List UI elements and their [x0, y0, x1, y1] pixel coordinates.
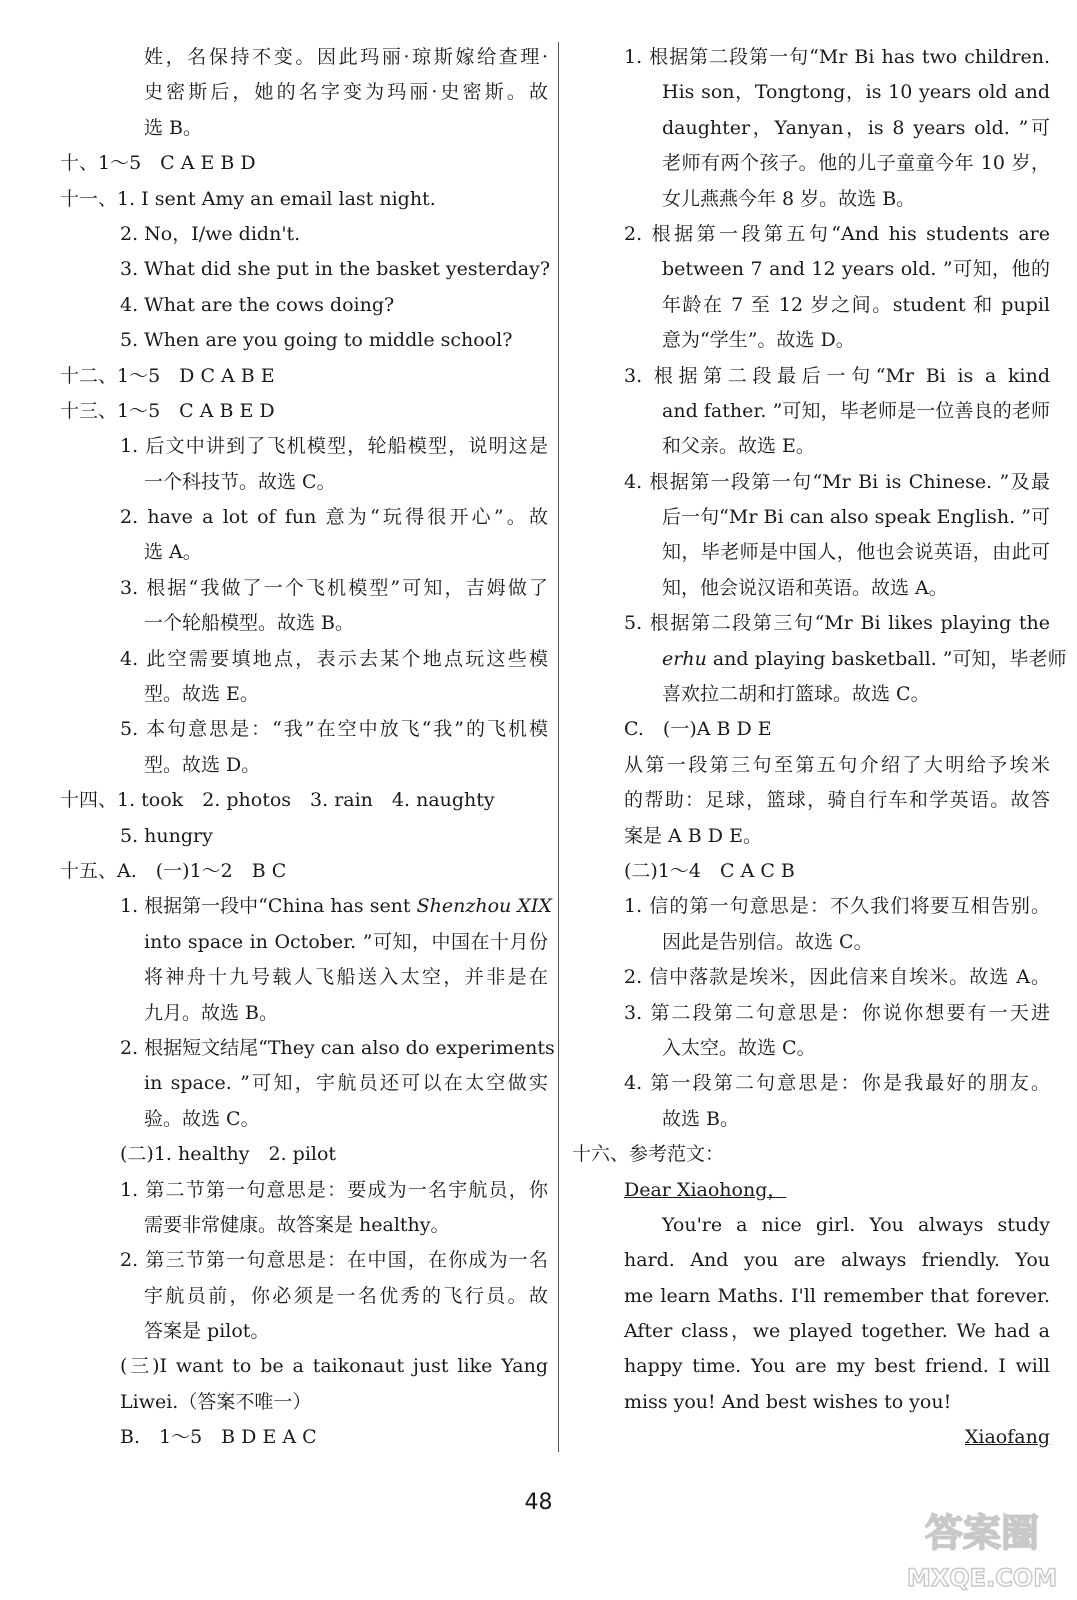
section-15-heading: 十五、A. (一)1～2 B C	[60, 859, 287, 882]
answer-line: 故选 B。	[662, 1107, 740, 1130]
answer-line: 后一句“Mr Bi can also speak English. ”可	[662, 506, 1050, 529]
answer-line: and father. ”可知，毕老师是一位善良的老师	[662, 399, 1050, 422]
answer-line: (三)I want to be a taikonaut just like Yang	[120, 1355, 548, 1378]
answer-line: in space. ”可知，宇航员还可以在太空做实	[144, 1072, 548, 1095]
answer-line: 老师有两个孩子。他的儿子童童今年 10 岁，	[662, 152, 1050, 175]
column-divider	[558, 42, 559, 1452]
answer-line: 宇航员前，你必须是一名优秀的飞行员。故	[144, 1284, 548, 1307]
answer-line: 入太空。故选 C。	[662, 1036, 816, 1059]
answer-line: 意为“学生”。故选 D。	[662, 329, 855, 352]
watermark-top-text: 答案圈	[924, 1511, 1040, 1555]
page-number: 48	[524, 1490, 553, 1515]
answer-line: 3. 根据第二段最后一句“Mr Bi is a kind	[624, 364, 1050, 387]
answer-line: 1. 后文中讲到了飞机模型，轮船模型，说明这是	[120, 435, 548, 458]
letter-line: miss you! And best wishes to you!	[624, 1390, 952, 1413]
answer-line: 需要非常健康。故答案是 healthy。	[144, 1213, 450, 1236]
answer-line: 选 A。	[144, 541, 202, 564]
answer-line	[572, 642, 1067, 677]
italic-term: erhu	[662, 647, 707, 670]
answer-line: 2. have a lot of fun 意为“玩得很开心”。故	[120, 506, 548, 529]
watermark-logo	[902, 1502, 1062, 1594]
answer-line: C. (一)A B D E	[624, 718, 772, 741]
answer-line: His son，Tongtong，is 10 years old and	[662, 81, 1050, 104]
answer-line: 5. 本句意思是：“我”在空中放飞“我”的飞机模	[120, 718, 548, 741]
italic-term: Shenzhou XIX	[416, 895, 552, 918]
answer-line: 和父亲。故选 E。	[662, 435, 815, 458]
answer-line: 4. 此空需要填地点，表示去某个地点玩这些模	[120, 647, 548, 670]
answer-line: 将神舟十九号载人飞船送入太空，并非是在	[144, 966, 548, 989]
answer-line: 喜欢拉二胡和打篮球。故选 C。	[662, 683, 930, 706]
answer-line: 知，他会说汉语和英语。故选 A。	[662, 576, 948, 599]
letter-signature	[572, 1420, 1050, 1455]
letter-line: You're a nice girl. You always study	[662, 1213, 1050, 1236]
section-12-answers: 十二、1～5 D C A B E	[60, 364, 275, 387]
answer-line: B. 1～5 B D E A C	[120, 1426, 317, 1449]
answer-line: 答案是 pilot。	[144, 1320, 270, 1343]
right-column	[572, 40, 1067, 1456]
answer-line: 型。故选 E。	[144, 683, 259, 706]
answer-line: 史密斯后，她的名字变为玛丽·史密斯。故	[144, 81, 548, 104]
section-11-answer-4: 4. What are the cows doing?	[120, 293, 395, 316]
section-16-heading: 十六、参考范文：	[572, 1143, 725, 1166]
letter-greeting-text: Dear Xiaohong，	[624, 1178, 787, 1201]
answer-line: 从第一段第三句至第五句介绍了大明给予埃米	[624, 753, 1050, 776]
answer-line: 5. 根据第二段第三句“Mr Bi likes playing the	[624, 612, 1050, 635]
section-14-answer-5: 5. hungry	[120, 824, 213, 847]
answer-line: daughter，Yanyan，is 8 years old. ”可	[662, 116, 1050, 139]
answer-line: (二)1. healthy 2. pilot	[120, 1143, 337, 1166]
letter-line: happy time. You are my best friend. I will	[624, 1355, 1050, 1378]
answer-line: 姓，名保持不变。因此玛丽·琼斯嫁给查理·	[144, 46, 548, 68]
answer-line: 2. 第三节第一句意思是：在中国，在你成为一名	[120, 1249, 548, 1272]
answer-line: 1. 第二节第一句意思是：要成为一名宇航员，你	[120, 1178, 548, 1201]
answer-line: 4. 根据第一段第一句“Mr Bi is Chinese. ”及最	[624, 470, 1050, 493]
answer-line: 因此是告别信。故选 C。	[662, 930, 873, 953]
section-14-answers: 十四、1. took 2. photos 3. rain 4. naughty	[60, 789, 495, 812]
answer-line: 3. 第二段第二句意思是：你说你想要有一天进	[624, 1001, 1050, 1024]
answer-line: 2. 信中落款是埃米，因此信来自埃米。故选 A。	[624, 966, 1050, 989]
section-10-answers: 十、1～5 C A E B D	[60, 152, 256, 175]
letter-line: After class，we played together. We had a	[624, 1320, 1050, 1343]
watermark-bottom-text: MXQE.COM	[906, 1564, 1058, 1592]
answer-line: 选 B。	[144, 116, 203, 139]
answer-line: into space in October. ”可知，中国在十月份	[144, 930, 548, 953]
answer-line: 的帮助：足球，篮球，骑自行车和学英语。故答	[624, 789, 1050, 812]
answer-line: 知，毕老师是中国人，他也会说英语，由此可	[662, 541, 1050, 564]
answer-line	[60, 889, 552, 924]
letter-greeting	[572, 1173, 1050, 1208]
answer-line: 4. 第一段第二句意思是：你是我最好的朋友。	[624, 1072, 1050, 1095]
section-11-answer-1: 十一、1. I sent Amy an email last night.	[60, 187, 436, 210]
answer-line: (二)1～4 C A C B	[624, 859, 795, 882]
answer-line: 2. 根据短文结尾“They can also do experiments	[120, 1036, 555, 1059]
answer-line: 型。故选 D。	[144, 753, 261, 776]
letter-line: me learn Maths. I'll remember that forever.	[624, 1284, 1050, 1307]
letter-line: hard. And you are always friendly. You	[624, 1249, 1050, 1272]
section-11-answer-2: 2. No，I/we didn't.	[120, 222, 301, 245]
answer-line: 年龄在 7 至 12 岁之间。student 和 pupil	[662, 293, 1050, 316]
answer-line: 3. 根据“我做了一个飞机模型”可知，吉姆做了	[120, 576, 548, 599]
answer-line: 女儿燕燕今年 8 岁。故选 B。	[662, 187, 916, 210]
answer-text: 1. 根据第一段中“China has sent	[120, 895, 417, 918]
answer-line: 一个科技节。故选 C。	[144, 470, 336, 493]
answer-text: and playing basketball. ”可知，毕老师	[706, 647, 1067, 670]
letter-signature-text: Xiaofang	[964, 1426, 1050, 1449]
section-13-answers: 十三、1～5 C A B E D	[60, 399, 275, 422]
section-11-answer-3: 3. What did she put in the basket yesterday?	[120, 258, 551, 281]
answer-line: 案是 A B D E。	[624, 824, 762, 847]
answer-line: 九月。故选 B。	[144, 1001, 279, 1024]
answer-line: between 7 and 12 years old. ”可知，他的	[662, 258, 1050, 281]
section-11-answer-5: 5. When are you going to middle school?	[120, 329, 513, 352]
left-column	[60, 40, 555, 1456]
answer-line: Liwei.（答案不唯一）	[120, 1390, 312, 1413]
answer-line: 验。故选 C。	[144, 1107, 260, 1130]
answer-line: 2. 根据第一段第五句“And his students are	[624, 222, 1050, 245]
answer-line: 一个轮船模型。故选 B。	[144, 612, 355, 635]
answer-line: 1. 信的第一句意思是：不久我们将要互相告别。	[624, 895, 1050, 918]
answer-line: 1. 根据第二段第一句“Mr Bi has two children.	[624, 46, 1050, 68]
